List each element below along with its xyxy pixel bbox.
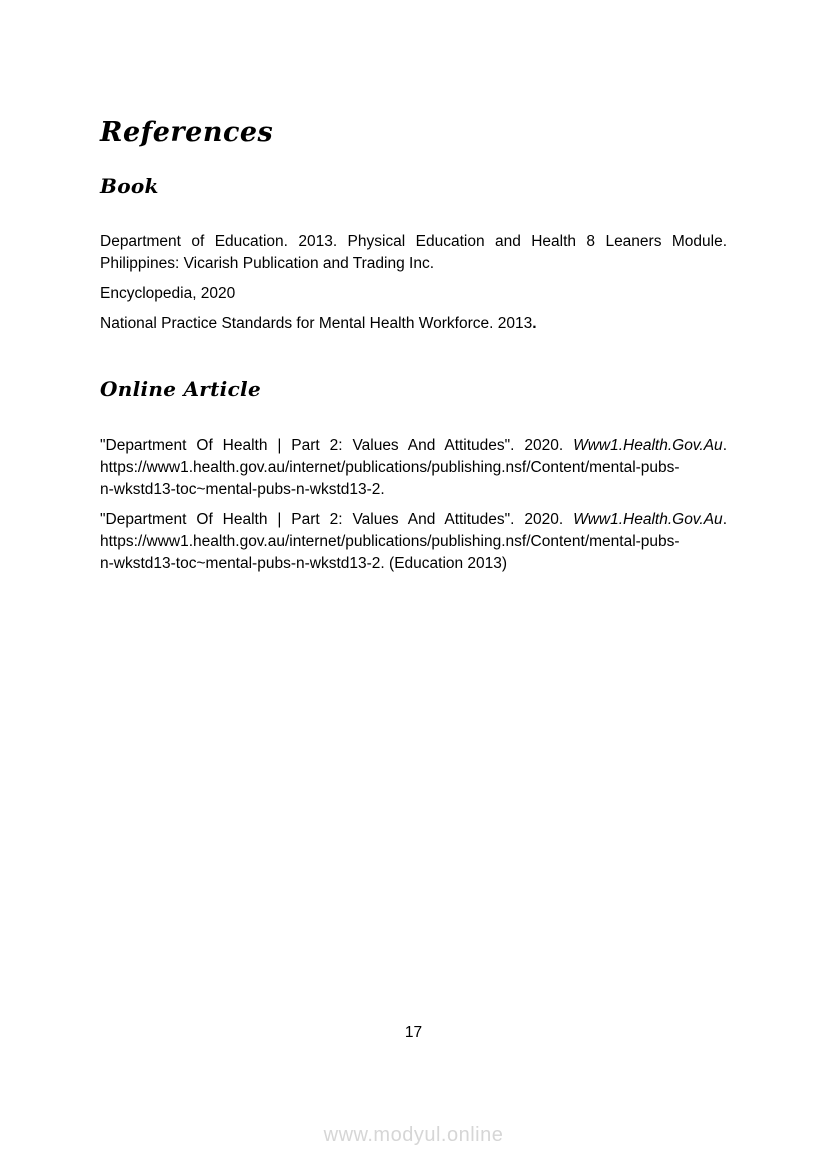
reference-url-line: https://www1.health.gov.au/internet/publications/publishing.nsf/Content/mental-pubs- — [100, 533, 680, 550]
page-content — [100, 0, 727, 575]
reference-line: Department of Education. 2013. Physical Education and Health 8 Leaners Module. — [100, 233, 727, 250]
citation-text: "Department Of Health | Part 2: Values And Attitudes". 2020. — [100, 511, 574, 528]
book-references — [100, 231, 727, 335]
reference-url-line: n-wkstd13-toc~mental-pubs-n-wkstd13-2. — [100, 481, 385, 498]
section-heading-book: Book — [100, 174, 159, 198]
reference-entry-online-2 — [100, 509, 727, 575]
reference-line — [100, 313, 727, 335]
citation-site-name: Www1.Health.Gov.Au — [573, 511, 723, 528]
citation-period: . — [722, 437, 727, 454]
page-title: References — [100, 117, 274, 148]
watermark-text: www.modyul.online — [323, 1124, 504, 1146]
citation-text: "Department Of Health | Part 2: Values And Attitudes". 2020. — [100, 437, 574, 454]
reference-entry-book-3 — [100, 313, 727, 335]
reference-entry-online-1 — [100, 435, 727, 501]
reference-line: Encyclopedia, 2020 — [100, 285, 236, 302]
online-article-references — [100, 435, 727, 575]
reference-text: National Practice Standards for Mental Health Workforce. 2013 — [100, 315, 533, 332]
citation-period: . — [722, 511, 727, 528]
reference-entry-book-2 — [100, 283, 727, 305]
reference-url-line: n-wkstd13-toc~mental-pubs-n-wkstd13-2. (Education 2013) — [100, 555, 508, 572]
reference-url-line: https://www1.health.gov.au/internet/publications/publishing.nsf/Content/mental-pubs- — [100, 459, 680, 476]
page-number: 17 — [404, 1024, 423, 1041]
reference-line — [100, 435, 727, 457]
reference-line — [100, 509, 727, 531]
reference-entry-book-1 — [100, 231, 727, 275]
section-heading-online-article: Online Article — [100, 377, 261, 401]
reference-bold-period: . — [532, 315, 537, 332]
citation-site-name: Www1.Health.Gov.Au — [573, 437, 723, 454]
reference-line: Philippines: Vicarish Publication and Trading Inc. — [100, 255, 435, 272]
